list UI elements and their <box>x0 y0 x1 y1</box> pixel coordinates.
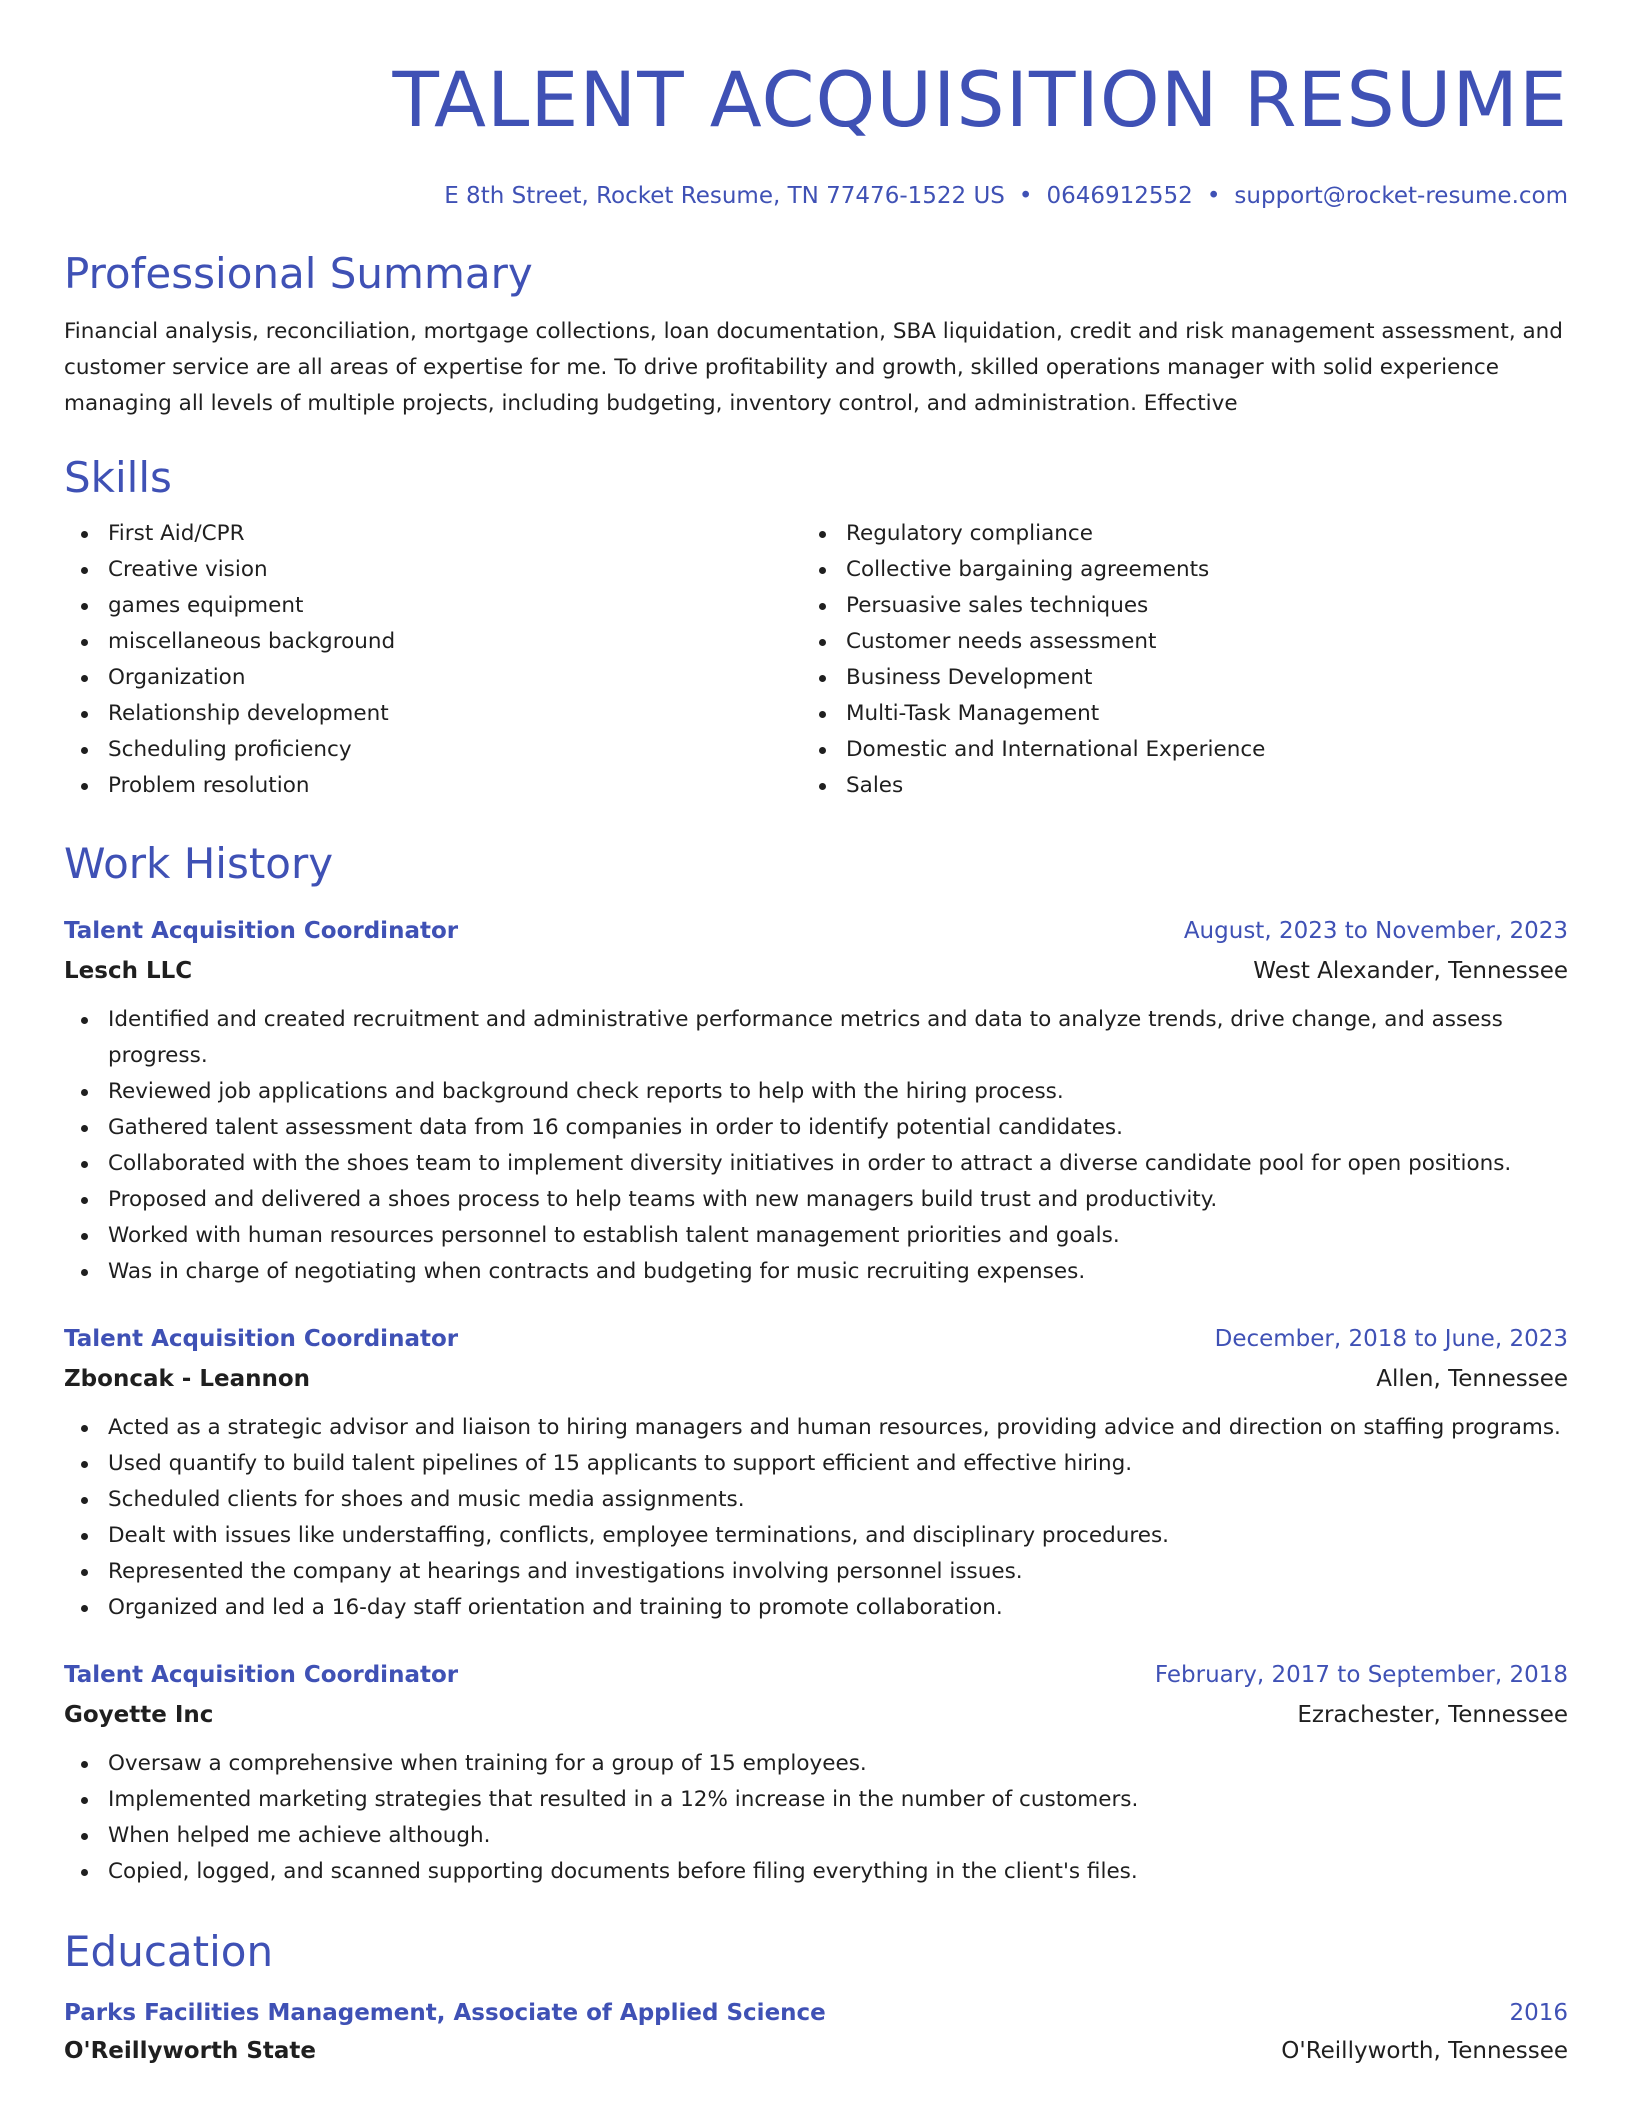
school-location: O'Reillyworth, Tennessee <box>1281 2038 1568 2064</box>
degree: Parks Facilities Management, Associate of Applied Science <box>64 2000 826 2026</box>
skill-item: Collective bargaining agreements <box>802 552 1540 588</box>
job-bullet: Oversaw a comprehensive when training for a group of 15 employees. <box>64 1746 1568 1782</box>
job-entry <box>64 1324 1568 1626</box>
job-bullet: Organized and led a 16-day staff orientation and training to promote collaboration. <box>64 1590 1568 1626</box>
job-title: Talent Acquisition Coordinator <box>64 1662 459 1688</box>
job-bullets <box>64 1002 1568 1290</box>
graduation-year: 2016 <box>1509 2000 1568 2026</box>
skill-item: Business Development <box>802 660 1540 696</box>
job-bullet: Represented the company at hearings and investigations involving personnel issues. <box>64 1554 1568 1590</box>
job-bullet: Collaborated with the shoes team to implement diversity initiatives in order to attract a diverse candidate pool for open positions. <box>64 1146 1568 1182</box>
job-bullet: Worked with human resources personnel to establish talent management priorities and goals. <box>64 1218 1568 1254</box>
job-header <box>64 916 1568 946</box>
company-row <box>64 956 1568 986</box>
skill-item: Domestic and International Experience <box>802 732 1540 768</box>
job-bullet: When helped me achieve although. <box>64 1818 1568 1854</box>
job-bullet: Dealt with issues like understaffing, conflicts, employee terminations, and disciplinary procedures. <box>64 1518 1568 1554</box>
section-title-summary: Professional Summary <box>64 249 533 298</box>
school-name: O'Reillyworth State <box>64 2038 316 2064</box>
company-name: Goyette Inc <box>64 1702 214 1728</box>
contact-line <box>64 182 1568 210</box>
company-row <box>64 1700 1568 1730</box>
skill-item: Multi-Task Management <box>802 696 1540 732</box>
skill-item: Persuasive sales techniques <box>802 588 1540 624</box>
job-bullet: Identified and created recruitment and administrative performance metrics and data to analyze trends, drive change, and assess progress. <box>64 1002 1568 1074</box>
company-name: Lesch LLC <box>64 958 193 984</box>
job-dates: August, 2023 to November, 2023 <box>1183 918 1568 944</box>
skill-item: Regulatory compliance <box>802 516 1540 552</box>
job-location: Allen, Tennessee <box>1376 1366 1568 1392</box>
education-entry <box>64 1998 1568 2066</box>
separator-dot: • <box>1018 183 1033 209</box>
job-dates: December, 2018 to June, 2023 <box>1214 1326 1568 1352</box>
job-bullets <box>64 1746 1568 1890</box>
job-bullets <box>64 1410 1568 1626</box>
job-title: Talent Acquisition Coordinator <box>64 1326 459 1352</box>
skills-list <box>64 516 1568 804</box>
job-bullet: Proposed and delivered a shoes process to help teams with new managers build trust and productivity. <box>64 1182 1568 1218</box>
skill-item: miscellaneous background <box>64 624 802 660</box>
job-entry <box>64 1660 1568 1890</box>
section-title-skills: Skills <box>64 453 172 502</box>
separator-dot: • <box>1206 183 1221 209</box>
job-location: West Alexander, Tennessee <box>1253 958 1568 984</box>
skill-item: Sales <box>802 768 1540 804</box>
email-link[interactable]: support@rocket-resume.com <box>1234 183 1568 209</box>
education-header <box>64 1998 1568 2028</box>
job-bullet: Used quantify to build talent pipelines of 15 applicants to support efficient and effective hiring. <box>64 1446 1568 1482</box>
summary-text: Financial analysis, reconciliation, mortgage collections, loan documentation, SBA liquidation, credit and risk management assessment, and customer service are all areas of expertise for me. To drive profitability and growth, skilled operations manager with solid experience managing all levels of multiple projects, including budgeting, inventory control, and administration. Effective <box>64 319 1563 416</box>
company-row <box>64 1364 1568 1394</box>
skill-item: Problem resolution <box>64 768 802 804</box>
job-title: Talent Acquisition Coordinator <box>64 918 459 944</box>
job-bullet: Gathered talent assessment data from 16 companies in order to identify potential candidates. <box>64 1110 1568 1146</box>
school-row <box>64 2036 1568 2066</box>
skill-item: First Aid/CPR <box>64 516 802 552</box>
phone: 0646912552 <box>1046 183 1193 209</box>
skill-item: Organization <box>64 660 802 696</box>
job-bullet: Acted as a strategic advisor and liaison to hiring managers and human resources, providing advice and direction on staffing programs. <box>64 1410 1568 1446</box>
job-bullet: Was in charge of negotiating when contracts and budgeting for music recruiting expenses. <box>64 1254 1568 1290</box>
job-location: Ezrachester, Tennessee <box>1297 1702 1568 1728</box>
section-title-work-history: Work History <box>64 839 334 888</box>
job-header <box>64 1660 1568 1690</box>
skill-item: Scheduling proficiency <box>64 732 802 768</box>
skill-item: Creative vision <box>64 552 802 588</box>
skills-column-right <box>802 516 1540 804</box>
skill-item: games equipment <box>64 588 802 624</box>
job-bullet: Implemented marketing strategies that resulted in a 12% increase in the number of customers. <box>64 1782 1568 1818</box>
job-dates: February, 2017 to September, 2018 <box>1154 1662 1568 1688</box>
job-entry <box>64 916 1568 1290</box>
address: E 8th Street, Rocket Resume, TN 77476-1522 US <box>444 183 1005 209</box>
skill-item: Customer needs assessment <box>802 624 1540 660</box>
section-title-education: Education <box>64 1927 274 1976</box>
resume-title: TALENT ACQUISITION RESUME <box>392 55 1568 144</box>
job-bullet: Reviewed job applications and background check reports to help with the hiring process. <box>64 1074 1568 1110</box>
job-header <box>64 1324 1568 1354</box>
skills-column-left <box>64 516 802 804</box>
company-name: Zboncak - Leannon <box>64 1366 311 1392</box>
job-bullet: Scheduled clients for shoes and music media assignments. <box>64 1482 1568 1518</box>
job-bullet: Copied, logged, and scanned supporting documents before filing everything in the client's files. <box>64 1854 1568 1890</box>
skill-item: Relationship development <box>64 696 802 732</box>
